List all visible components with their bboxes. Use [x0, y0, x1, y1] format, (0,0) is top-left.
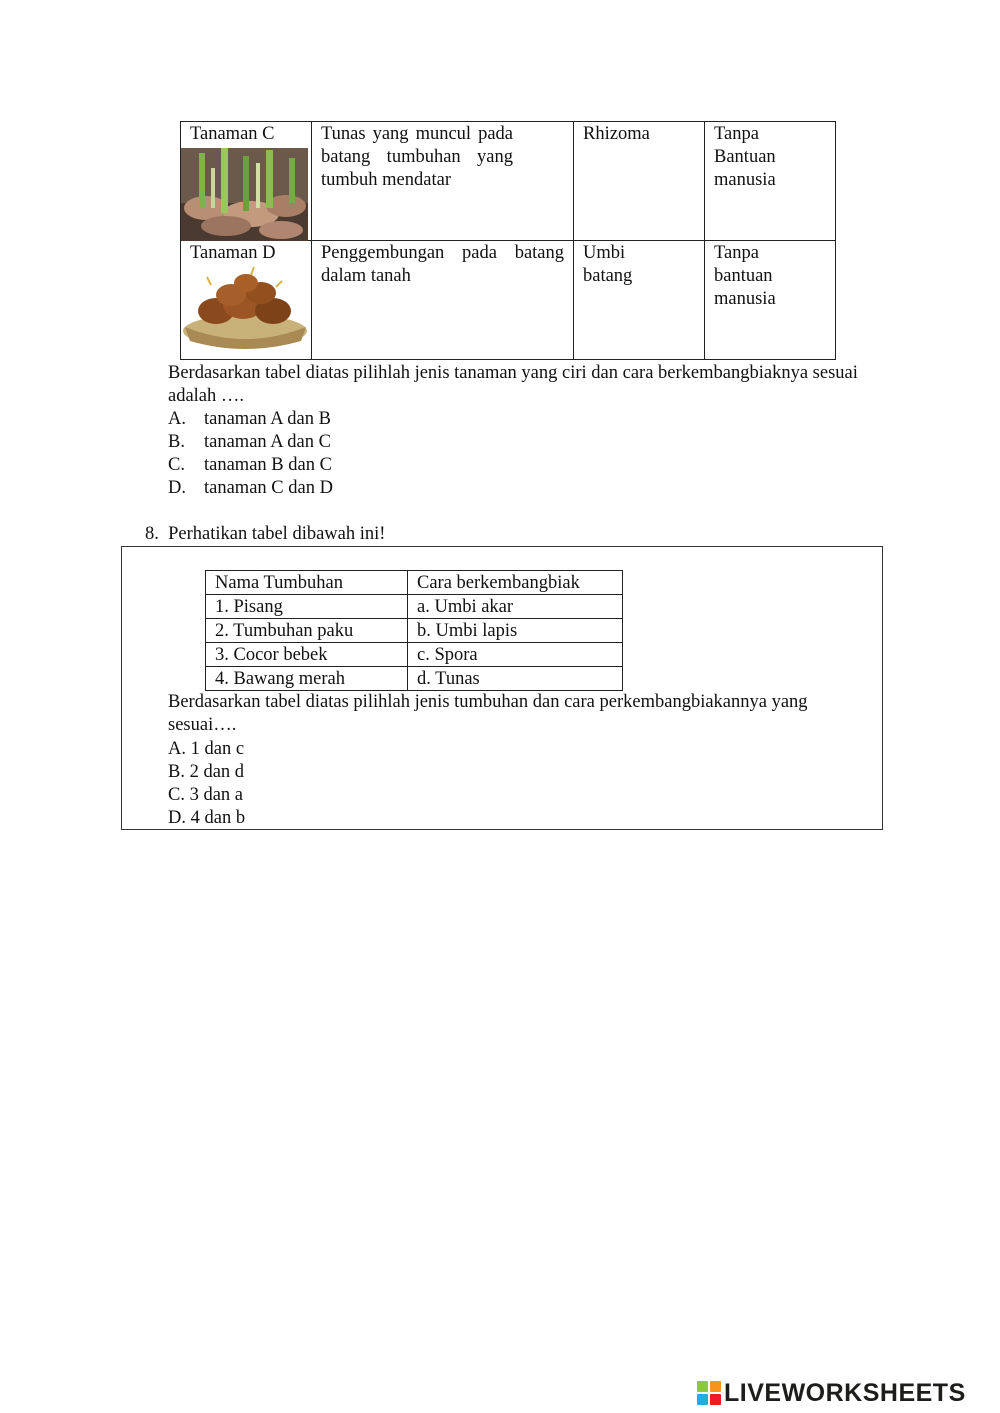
table-row	[206, 667, 623, 691]
q8-option-b[interactable]: B. 2 dan d	[168, 762, 245, 782]
logo-text: LIVEWORKSHEETS	[724, 1378, 966, 1407]
table-row	[206, 619, 623, 643]
plant-cell	[181, 122, 312, 241]
q7-prompt: Berdasarkan tabel diatas pilihlah jenis tanaman yang ciri dan cara berkembangbiaknya sesuai adalah ….	[168, 363, 858, 406]
method-text: Umbi batang	[583, 243, 633, 286]
q8-table	[205, 570, 623, 691]
table-row	[206, 595, 623, 619]
feature-cell	[312, 122, 574, 241]
plant-label: Tanaman C	[190, 124, 275, 144]
option-text: tanaman A dan C	[204, 432, 331, 452]
feature-cell	[312, 241, 574, 360]
q7-option-b[interactable]	[168, 431, 331, 454]
table-cell: b. Umbi lapis	[408, 619, 623, 643]
table-cell: 1. Pisang	[206, 595, 408, 619]
plant-table	[180, 121, 836, 360]
q8-prompt: Berdasarkan tabel diatas pilihlah jenis tumbuhan dan cara perkembangbiakannya yang sesuai….	[168, 692, 808, 735]
table-cell: 3. Cocor bebek	[206, 643, 408, 667]
method-cell	[574, 241, 705, 360]
option-letter: A.	[168, 409, 186, 429]
table-cell: a. Umbi akar	[408, 595, 623, 619]
option-text: tanaman B dan C	[204, 455, 332, 475]
option-text: tanaman C dan D	[204, 478, 333, 498]
option-letter: C.	[168, 455, 185, 475]
header-cell: Cara berkembangbiak	[408, 571, 623, 595]
feature-text: Tunas yang muncul pada batang tumbuhan yang tumbuh mendatar	[321, 124, 513, 190]
header-cell: Nama Tumbuhan	[206, 571, 408, 595]
help-cell	[705, 122, 836, 241]
plant-label: Tanaman D	[190, 243, 276, 263]
table-row	[206, 643, 623, 667]
q8-option-d[interactable]: D. 4 dan b	[168, 808, 246, 828]
help-text: Tanpa Bantuan manusia	[714, 124, 776, 190]
logo-blocks-icon	[697, 1381, 721, 1405]
feature-text: Penggembungan pada batang dalam tanah	[321, 243, 564, 286]
table-row	[181, 122, 836, 241]
method-text: Rhizoma	[583, 124, 650, 144]
option-letter: D.	[168, 478, 186, 498]
q7-option-c[interactable]	[168, 454, 332, 477]
table-row	[181, 241, 836, 360]
option-text: tanaman A dan B	[204, 409, 331, 429]
help-cell	[705, 241, 836, 360]
table-cell: 2. Tumbuhan paku	[206, 619, 408, 643]
q8-title: Perhatikan tabel dibawah ini!	[168, 524, 386, 544]
liveworksheets-logo[interactable]	[697, 1380, 966, 1406]
q7-option-d[interactable]	[168, 477, 333, 500]
option-letter: B.	[168, 432, 185, 452]
table-cell: d. Tunas	[408, 667, 623, 691]
table-header-row	[206, 571, 623, 595]
rhizome-photo	[181, 148, 308, 241]
plant-cell	[181, 241, 312, 360]
q8-heading	[145, 523, 385, 546]
method-cell	[574, 122, 705, 241]
q7-option-a[interactable]	[168, 408, 331, 431]
q8-option-c[interactable]: C. 3 dan a	[168, 785, 244, 805]
q8-number: 8.	[145, 524, 159, 544]
q8-option-a[interactable]: A. 1 dan c	[168, 739, 245, 759]
table-cell: 4. Bawang merah	[206, 667, 408, 691]
tuber-basket-photo	[181, 265, 310, 349]
help-text: Tanpa bantuan manusia	[714, 243, 776, 309]
table-cell: c. Spora	[408, 643, 623, 667]
